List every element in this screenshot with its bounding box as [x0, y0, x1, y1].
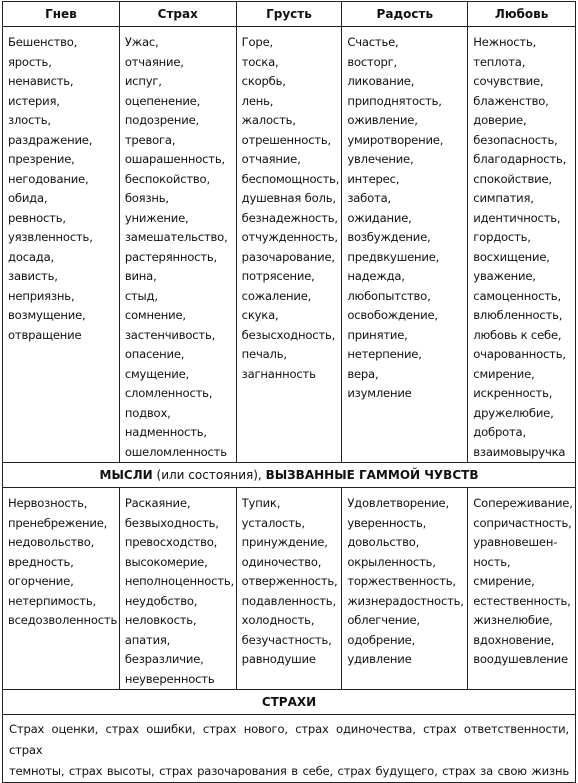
thoughts-heading-bold-1: МЫСЛИ [99, 468, 153, 482]
thoughts-heading-normal: (или состояния), [152, 468, 266, 482]
list-item: Сопереживание, [473, 496, 573, 510]
list-item: благодарность, [473, 152, 567, 166]
list-item: зависть, [8, 269, 58, 283]
list-item: теплота, [473, 54, 526, 69]
fears-heading: СТРАХИ [3, 690, 576, 715]
list-item: отвращение [8, 327, 82, 342]
sadness-emotions-list [242, 27, 342, 384]
love-thoughts-list [473, 488, 575, 670]
list-item: приподнятость, [347, 93, 442, 108]
list-item: огорчение, [8, 574, 74, 588]
list-item: любопытство, [347, 288, 431, 303]
list-item: Нервозность, [8, 496, 88, 510]
fears-row [3, 715, 576, 783]
list-item: окрыленность, [347, 554, 436, 569]
list-item: сломленность, [124, 386, 213, 400]
list-item: растерянность, [124, 249, 217, 264]
thoughts-heading [3, 463, 576, 488]
list-item: апатия, [124, 632, 171, 647]
list-item: безысходность, [241, 327, 336, 342]
list-item: естественность, [473, 593, 571, 608]
list-item: жизнелюбие, [473, 613, 553, 627]
list-item: сочувствие, [473, 74, 544, 88]
list-item: безразличие, [124, 652, 204, 666]
list-item: доверие, [473, 113, 527, 127]
list-item: ожидание, [347, 210, 412, 225]
emotions-table-container [2, 1, 576, 783]
column-header-joy: Радость [342, 2, 468, 27]
list-item: интерес, [347, 171, 400, 186]
list-item: испуг, [124, 74, 162, 88]
joy-thoughts-cell [342, 488, 468, 690]
list-item: равнодушие [241, 652, 316, 666]
list-item: превосходство, [124, 535, 218, 549]
list-item: подавленность, [241, 593, 336, 608]
list-item: безучастность, [241, 632, 332, 647]
list-item: ненависть, [8, 74, 74, 88]
sadness-emotions-cell [236, 27, 342, 463]
fears-heading-row [3, 690, 576, 715]
list-item: вина, [124, 269, 157, 283]
anger-emotions-cell [3, 27, 120, 463]
list-item: подозрение, [124, 113, 200, 127]
list-item: безопасность, [473, 132, 558, 147]
list-item: отчаяние, [241, 152, 301, 166]
column-header-sadness: Грусть [236, 2, 342, 27]
list-item: изумление [347, 386, 412, 400]
list-item: идентичность, [473, 210, 561, 225]
love-thoughts-cell [468, 488, 576, 690]
list-item: нетерпение, [347, 347, 422, 361]
list-item: Бешенство, [8, 35, 78, 49]
list-item: отчаяние, [124, 54, 184, 69]
joy-emotions-cell [342, 27, 468, 463]
list-item: печаль, [241, 347, 287, 361]
list-item: загнанность [241, 366, 316, 381]
list-item: сомнение, [124, 308, 186, 322]
list-item: отчужденность, [241, 230, 338, 244]
fear-emotions-list [125, 27, 236, 462]
list-item: освобождение, [347, 308, 438, 322]
list-item: унижение, [124, 210, 189, 225]
list-item: подвох, [124, 405, 171, 420]
list-item: презрение, [8, 152, 75, 166]
list-item: смирение, [473, 574, 535, 588]
list-item: высокомерие, [124, 554, 208, 569]
list-item: отверженность, [241, 574, 338, 588]
list-item: предвкушение, [347, 249, 440, 264]
list-item: боязнь, [124, 191, 169, 205]
list-item: раздражение, [8, 132, 93, 147]
list-item: надежда, [347, 269, 405, 283]
list-item: ность, [473, 554, 511, 569]
column-header-anger: Гнев [3, 2, 120, 27]
thoughts-row [3, 488, 576, 690]
joy-thoughts-list [347, 488, 467, 670]
list-item: Горе, [241, 35, 273, 49]
list-item: разочарование, [241, 249, 335, 264]
list-item: скука, [241, 308, 279, 322]
list-item: сопричастность, [473, 515, 572, 530]
list-item: искренность, [473, 386, 553, 400]
sadness-thoughts-list [242, 488, 342, 670]
list-item: отрешенность, [241, 132, 332, 147]
anger-thoughts-list [8, 488, 119, 631]
list-item: лень, [241, 93, 274, 108]
list-item: застенчивость, [124, 327, 216, 342]
list-item: скорбь, [241, 74, 286, 88]
list-item: гордость, [473, 230, 531, 244]
column-header-fear: Страх [119, 2, 236, 27]
list-item: вредность, [8, 554, 74, 569]
list-item: влюбленность, [473, 308, 563, 322]
list-item: жизнерадостность, [347, 593, 464, 608]
list-item: облегчение, [347, 613, 420, 627]
list-item: безвыходность, [124, 515, 219, 530]
list-item: истерия, [8, 93, 60, 108]
list-item: доброта, [473, 425, 526, 439]
list-item: ошеломленность [124, 444, 227, 459]
list-item: опасение, [124, 347, 185, 361]
list-item: жалость, [241, 113, 296, 127]
list-item: надменность, [124, 425, 207, 439]
fear-emotions-cell [119, 27, 236, 463]
list-item: стыд, [124, 288, 158, 303]
list-item: ликование, [347, 74, 415, 88]
fears-text [3, 715, 576, 783]
list-item: вера, [347, 366, 379, 381]
list-item: беспокойство, [124, 171, 210, 186]
anger-thoughts-cell [3, 488, 120, 690]
list-item: уверенность, [347, 515, 427, 530]
list-item: восхищение, [473, 249, 550, 264]
list-item: принятие, [347, 327, 408, 342]
thoughts-heading-row [3, 463, 576, 488]
list-item: тревога, [124, 132, 176, 147]
list-item: уважение, [473, 269, 536, 283]
list-item: ярость, [8, 54, 52, 69]
list-item: воодушевление [473, 652, 568, 666]
list-item: потрясение, [241, 269, 315, 283]
list-item: уязвленность, [8, 230, 93, 244]
list-item: оцепенение, [124, 93, 201, 108]
fear-thoughts-cell [119, 488, 236, 690]
list-item: неполноценность, [124, 574, 235, 588]
list-item: любовь к себе, [473, 327, 562, 342]
love-emotions-cell [468, 27, 576, 463]
joy-emotions-list [347, 27, 467, 404]
list-item: обида, [8, 191, 48, 205]
list-item: неудобство, [124, 593, 198, 608]
list-item: смирение, [473, 366, 535, 381]
list-item: самоценность, [473, 288, 561, 303]
list-item: дружелюбие, [473, 405, 554, 420]
anger-emotions-list [8, 27, 119, 345]
list-item: симпатия, [473, 191, 534, 205]
header-row [3, 2, 576, 27]
fears-line-2: темноты, страх высоты, страх разочарования в себе, страх будущего, страх за свою жизнь [9, 764, 569, 778]
list-item: негодование, [8, 171, 89, 186]
list-item: принуждение, [241, 535, 328, 549]
list-item: ошарашенность, [124, 152, 225, 166]
list-item: неприязнь, [8, 288, 75, 303]
list-item: взаимовыручка [473, 444, 566, 459]
list-item: смущение, [124, 366, 189, 381]
list-item: неловкость, [124, 613, 197, 627]
list-item: Нежность, [473, 35, 537, 49]
list-item: недовольство, [8, 535, 95, 549]
list-item: уравновешен- [473, 535, 558, 549]
list-item: оживление, [347, 113, 418, 127]
list-item: злость, [8, 113, 51, 127]
list-item: сожаление, [241, 288, 312, 303]
list-item: блаженство, [473, 93, 549, 108]
list-item: Удовлетворение, [347, 496, 449, 510]
list-item: забота, [347, 191, 391, 205]
sadness-thoughts-cell [236, 488, 342, 690]
list-item: Ужас, [124, 35, 159, 49]
list-item: неуверенность [124, 671, 215, 686]
list-item: Раскаяние, [124, 496, 191, 510]
list-item: безнадежность, [241, 210, 338, 225]
list-item: холодность, [241, 613, 315, 627]
list-item: ревность, [8, 210, 66, 225]
list-item: одиночество, [241, 554, 322, 569]
emotions-row [3, 27, 576, 463]
list-item: умиротворение, [347, 132, 444, 147]
list-item: удивление [347, 652, 412, 666]
list-item: замешательство, [124, 230, 228, 244]
list-item: усталость, [241, 515, 305, 530]
list-item: нетерпимость, [8, 593, 96, 608]
list-item: довольство, [347, 535, 420, 549]
emotions-table [2, 1, 576, 783]
list-item: вдохновение, [473, 632, 555, 647]
list-item: вседозволенность [8, 613, 118, 627]
list-item: спокойствие, [473, 171, 552, 186]
list-item: одобрение, [347, 632, 416, 647]
list-item: беспомощность, [241, 171, 340, 186]
column-header-love: Любовь [468, 2, 576, 27]
fears-line-1: Страх оценки, страх ошибки, страх нового, страх одиночества, страх ответственности, страх [9, 722, 569, 757]
list-item: досада, [8, 249, 54, 264]
list-item: возбуждение, [347, 230, 431, 244]
fear-thoughts-list [125, 488, 236, 689]
list-item: Тупик, [241, 496, 281, 510]
list-item: Счастье, [347, 35, 399, 49]
list-item: душевная боль, [241, 191, 336, 205]
list-item: пренебрежение, [8, 515, 108, 530]
thoughts-heading-bold-2: ВЫЗВАННЫЕ ГАММОЙ ЧУВСТВ [265, 468, 479, 482]
list-item: тоска, [241, 54, 279, 69]
list-item: восторг, [347, 54, 397, 69]
list-item: возмущение, [8, 308, 86, 322]
list-item: торжественность, [347, 574, 456, 588]
love-emotions-list [473, 27, 575, 462]
list-item: очарованность, [473, 347, 566, 361]
list-item: увлечение, [347, 152, 414, 166]
